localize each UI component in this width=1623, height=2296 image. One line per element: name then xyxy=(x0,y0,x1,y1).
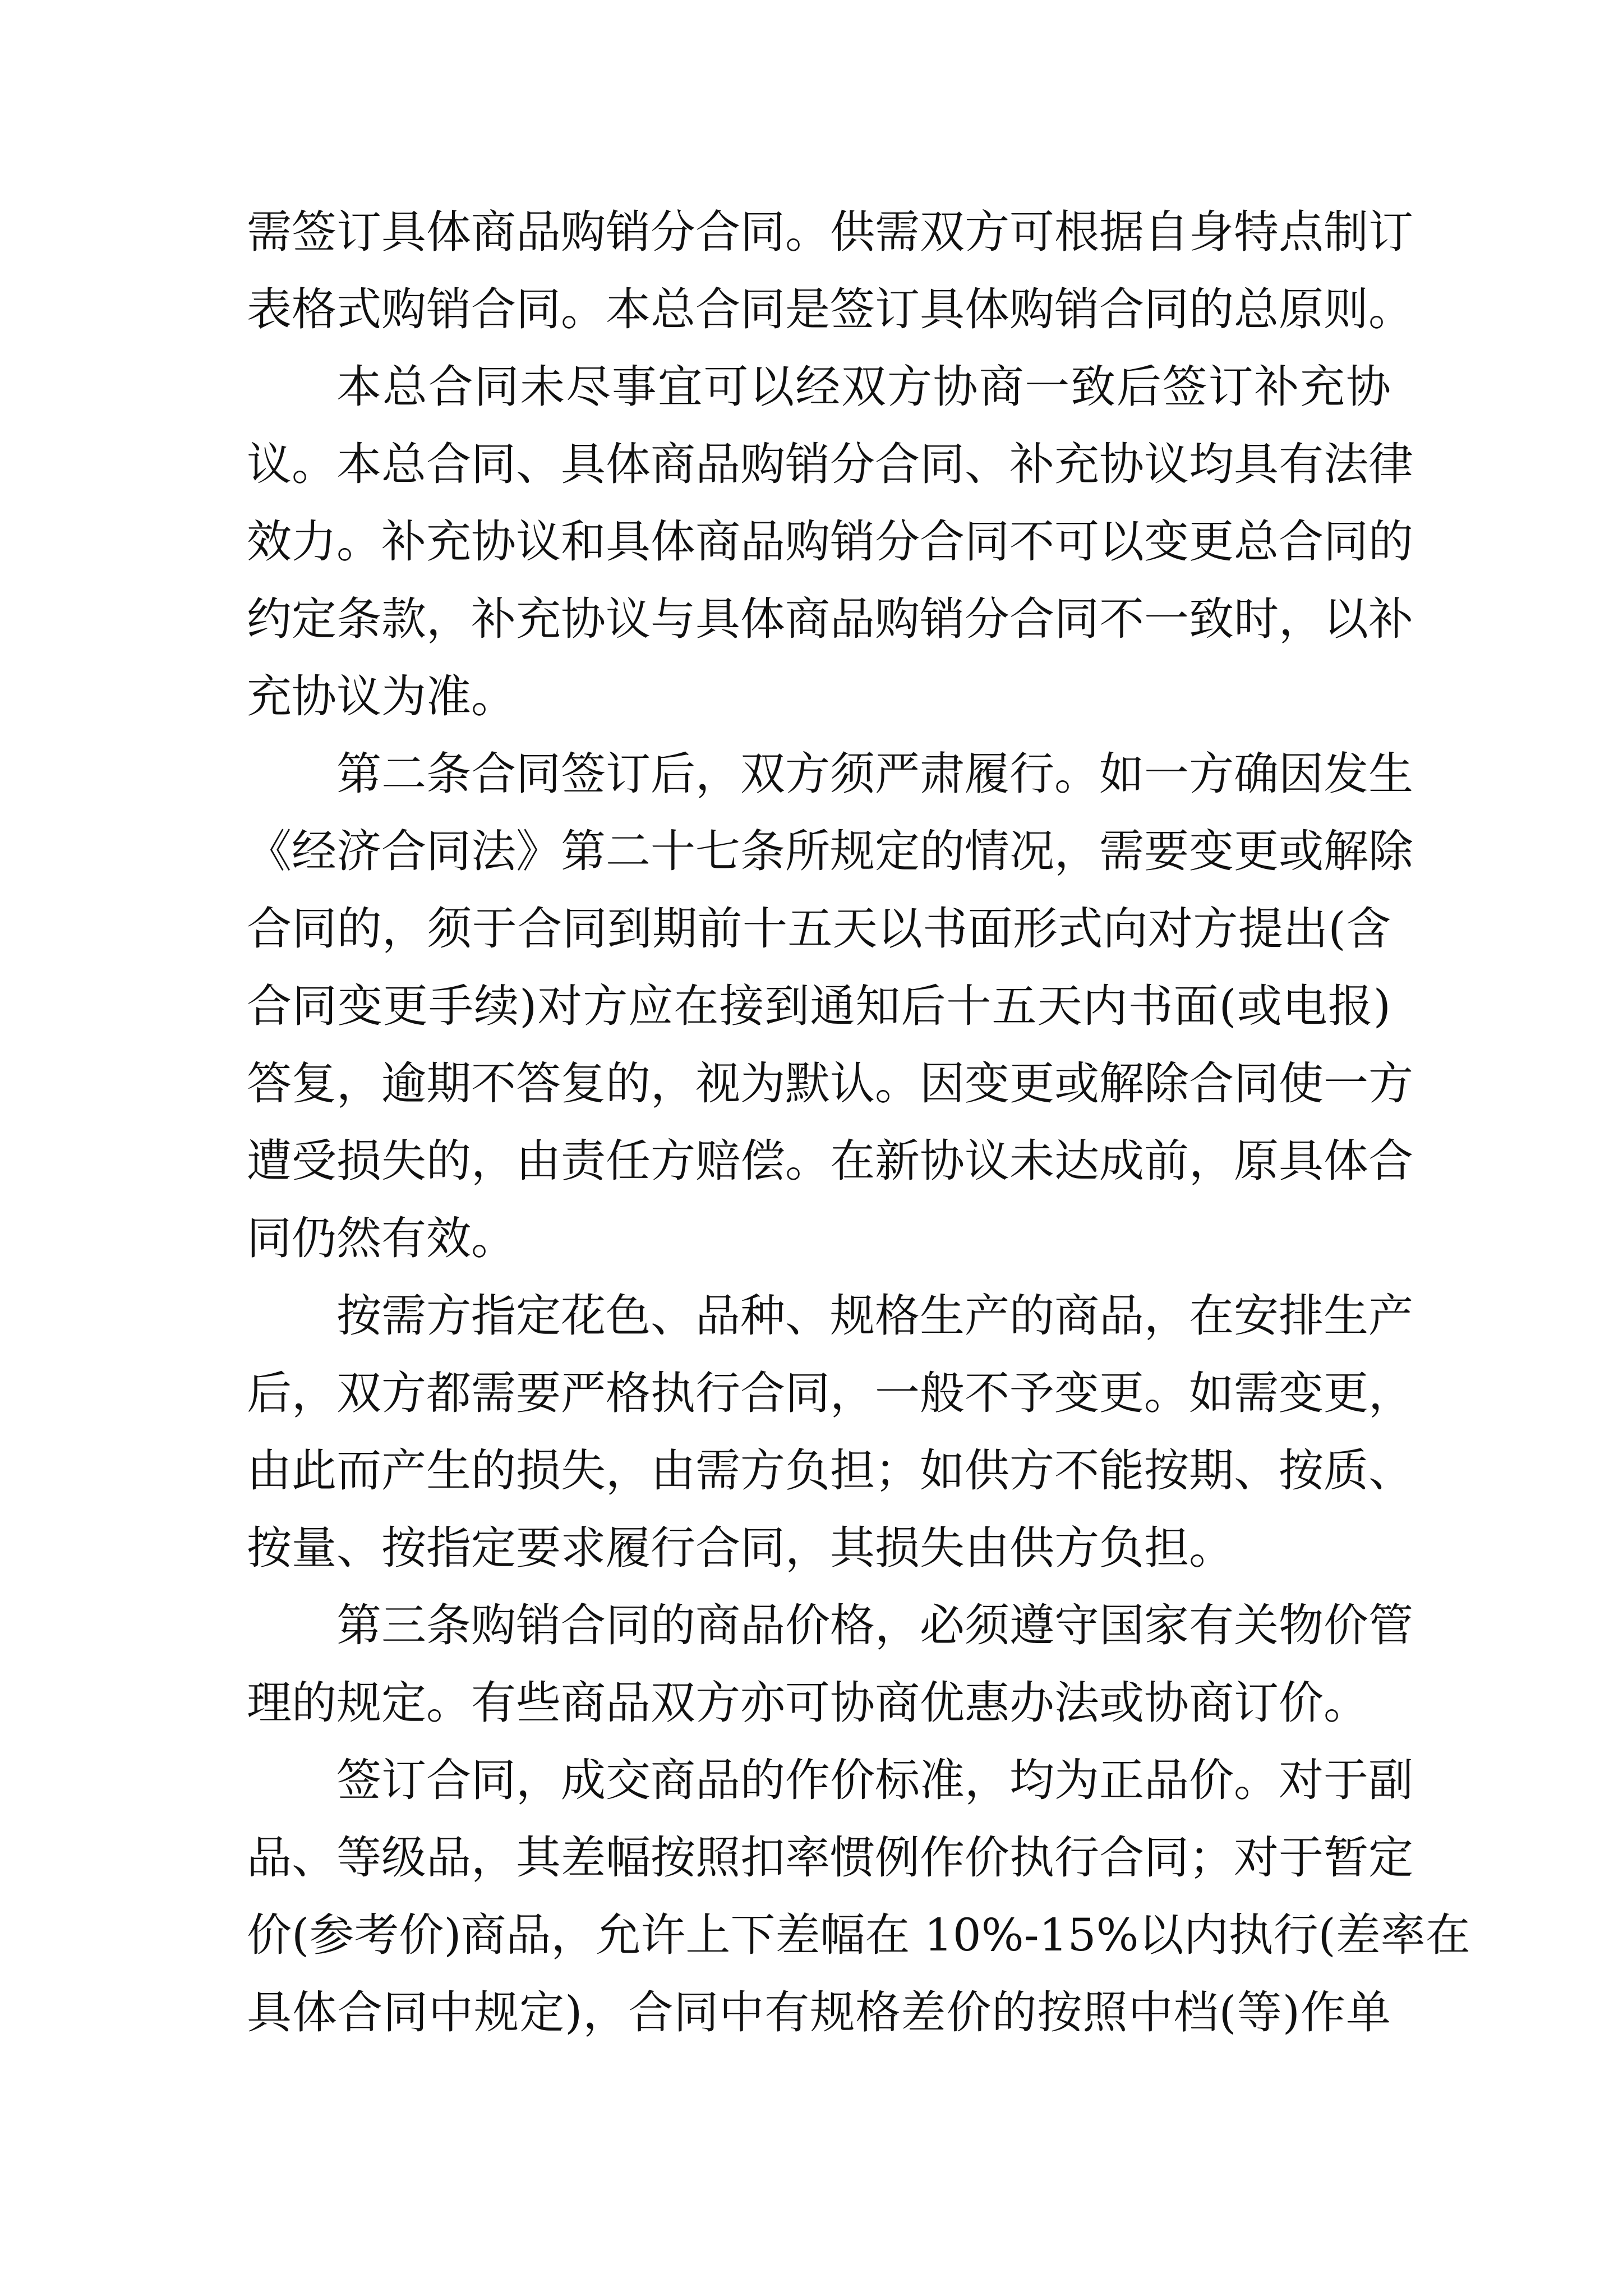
text-line: 按需方指定花色、品种、规格生产的商品，在安排生产 xyxy=(336,1290,1413,1342)
text-line: 效力。补充协议和具体商品购销分合同不可以变更总合同的 xyxy=(247,516,1413,568)
text-line: 具体合同中规定)，合同中有规格差价的按照中档(等)作单 xyxy=(247,1986,1391,2039)
text-line: 表格式购销合同。本总合同是签订具体购销合同的总原则。 xyxy=(247,283,1413,335)
document-body xyxy=(247,194,1470,2051)
text-line: 同仍然有效。 xyxy=(247,1212,516,1264)
text-line: 《经济合同法》第二十七条所规定的情况，需要变更或解除 xyxy=(247,825,1413,877)
text-line: 第二条合同签订后，双方须严肃履行。如一方确因发生 xyxy=(336,748,1413,800)
text-line: 答复，逾期不答复的，视为默认。因变更或解除合同使一方 xyxy=(247,1057,1413,1110)
text-line: 充协议为准。 xyxy=(247,670,516,723)
text-line: 后，双方都需要严格执行合同，一般不予变更。如需变更， xyxy=(247,1367,1413,1419)
text-line: 按量、按指定要求履行合同，其损失由供方负担。 xyxy=(247,1522,1234,1574)
text-line: 理的规定。有些商品双方亦可协商优惠办法或协商订价。 xyxy=(247,1677,1368,1729)
text-line: 价(参考价)商品，允许上下差幅在 10%-15%以内执行(差率在 xyxy=(247,1909,1470,1961)
text-line: 需签订具体商品购销分合同。供需双方可根据自身特点制订 xyxy=(247,206,1413,258)
text-line: 合同变更手续)对方应在接到通知后十五天内书面(或电报) xyxy=(247,980,1391,1032)
text-line: 合同的，须于合同到期前十五天以书面形式向对方提出(含 xyxy=(247,903,1391,955)
text-line: 签订合同，成交商品的作价标准，均为正品价。对于副 xyxy=(336,1754,1413,1806)
text-line: 议。本总合同、具体商品购销分合同、补充协议均具有法律 xyxy=(247,438,1413,490)
text-line: 品、等级品，其差幅按照扣率惯例作价执行合同；对于暂定 xyxy=(247,1832,1413,1884)
text-line: 由此而产生的损失，由需方负担；如供方不能按期、按质、 xyxy=(247,1444,1413,1497)
text-line: 本总合同未尽事宜可以经双方协商一致后签订补充协 xyxy=(336,361,1391,413)
text-line: 约定条款，补充协议与具体商品购销分合同不一致时，以补 xyxy=(247,593,1413,645)
text-line: 第三条购销合同的商品价格，必须遵守国家有关物价管 xyxy=(336,1599,1413,1651)
text-line: 遭受损失的，由责任方赔偿。在新协议未达成前，原具体合 xyxy=(247,1135,1413,1187)
